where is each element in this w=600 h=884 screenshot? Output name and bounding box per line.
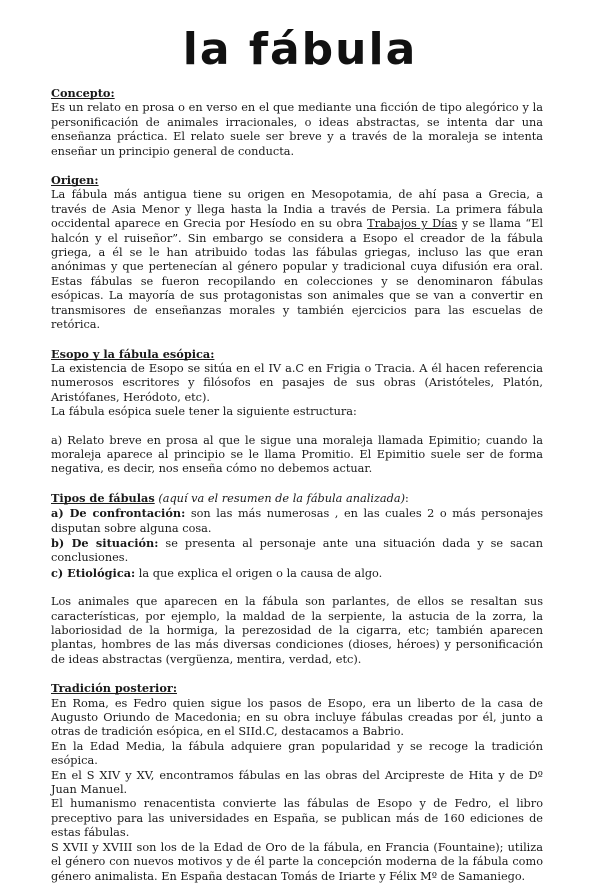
concepto-text: Es un relato en prosa o en verso en el que mediante una ficción de tipo alegórico y la personificación de animales irracionales, o ideas abstractas, se intenta dar una enseñanza práctica. El relato suele ser breve y a través de la moraleja se intenta enseñar un principio general de conducta. xyxy=(51,101,543,158)
section-esopo xyxy=(51,347,543,477)
section-tipos xyxy=(51,491,543,667)
tipos-heading: Tipos de fábulas xyxy=(51,490,155,505)
origen-heading: Origen: xyxy=(51,173,99,188)
section-concepto xyxy=(51,86,543,159)
esopo-heading: Esopo y la fábula esópica: xyxy=(51,346,215,361)
tipo-item: c) Etiológica: la que explica el origen o la causa de algo. xyxy=(51,565,383,580)
tradicion-paragraph: En Roma, es Fedro quien sigue los pasos de Esopo, era un liberto de la casa de Augusto Oriundo de Macedonia; en su obra incluye fábulas creadas por él, junto a otras de tradición esópica, en el SIId.C, destacamos a Babrio. xyxy=(51,696,543,739)
tradicion-paragraph: En el S XIV y XV, encontramos fábulas en las obras del Arcipreste de Hita y de Dº Juan Manuel. xyxy=(51,768,543,797)
section-origen xyxy=(51,173,543,332)
esopo-structure-item: a) Relato breve en prosa al que le sigue una moraleja llamada Epimitio; cuando la moraleja aparece al principio se le llama Promitio. El Epimitio suele ser de forma negativa, es decir, nos enseña cómo no debemos actuar. xyxy=(51,433,543,476)
tradicion-paragraph: En la Edad Media, la fábula adquiere gran popularidad y se recoge la tradición esópica. xyxy=(51,739,543,768)
tipo-item: b) De situación: se presenta al personaje ante una situación dada y se sacan conclusiones. xyxy=(51,535,543,565)
tradicion-paragraph: S XVII y XVIII son los de la Edad de Oro de la fábula, en Francia (Fountaine); utiliza el género con nuevos motivos y de él parte la concepción moderna de la fábula como género animalista. En España destacan Tomás de Iriarte y Félix Mº de Samaniego. xyxy=(51,840,543,883)
concepto-heading: Concepto: xyxy=(51,86,115,100)
tradicion-paragraph: El humanismo renacentista convierte las fábulas de Esopo y de Fedro, el libro preceptivo para las universidades en España, se publican más de 160 ediciones de estas fábulas. xyxy=(51,797,543,840)
origen-text: La fábula más antigua tiene su origen en Mesopotamia, de ahí pasa a Grecia, a través de Asia Menor y llega hasta la India a través de Persia. La primera fábula occidental aparece en Grecia por Hesíodo en su obra Trabajos y Días y se llama “El halcón y el ruiseñor”. Sin embargo se considera a Esopo el creador de la fábula griega, a él se le han atribuido todas las fábulas griegas, incluso las que eran anónimas y que pertenecían al género popular y tradicional cuya difusión era oral. Estas fábulas se fueron recopilando en colecciones y se denominaron fábulas esópicas. La mayoría de sus protagonistas son animales que se van a convertir en transmisores de enseñanzas morales y también ejercicios para las escuelas de retórica. xyxy=(51,188,543,332)
animales-text: Los animales que aparecen en la fábula son parlantes, de ellos se resaltan sus características, por ejemplo, la maldad de la serpiente, la astucia de la zorra, la laboriosidad de la hormiga, la perezosidad de la cigarra, etc; también aparecen plantas, hombres de las más diversas condiciones (dioses, héroes) y personificación de ideas abstractas (vergüenza, mentira, verdad, etc). xyxy=(51,595,543,666)
document-body xyxy=(51,86,543,884)
section-tradicion xyxy=(51,681,543,884)
tradicion-heading: Tradición posterior: xyxy=(51,681,177,696)
work-title: Trabajos y Días xyxy=(367,217,458,231)
page-title: la fábula xyxy=(182,24,418,75)
tipo-item: a) De confrontación: son las más numerosas , en las cuales 2 o más personajes disputan sobre alguna cosa. xyxy=(51,506,543,535)
esopo-structure-intro: La fábula esópica suele tener la siguiente estructura: xyxy=(51,405,357,419)
tipos-heading-note: (aquí va el resumen de la fábula analizada) xyxy=(158,491,406,505)
tipos-heading-line: Tipos de fábulas (aquí va el resumen de la fábula analizada): xyxy=(51,490,409,505)
esopo-text: La existencia de Esopo se sitúa en el IV a.C en Frigia o Tracia. A él hacen referencia numerosos escritores y filósofos en pasajes de sus obras (Aristóteles, Platón, Aristófanes, Heródoto, etc). xyxy=(51,361,543,404)
